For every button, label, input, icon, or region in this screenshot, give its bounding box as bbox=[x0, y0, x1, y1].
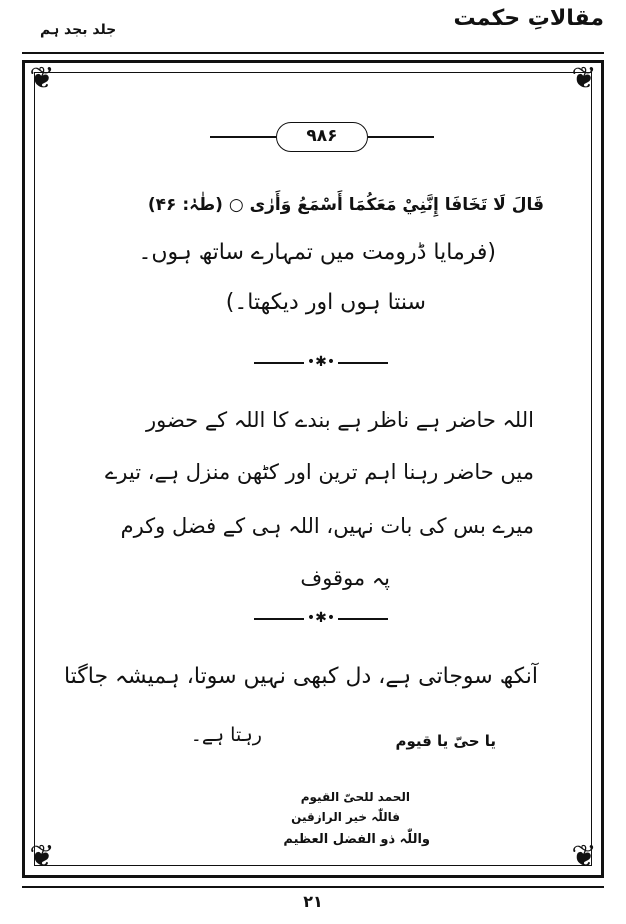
corner-ornament-icon: ❦ bbox=[571, 61, 597, 96]
saying-line-1: آنکھ سوجاتی ہے، دل کبھی نہیں سوتا، ہمیشہ جاگتا bbox=[63, 664, 538, 689]
corner-ornament-icon: ❦ bbox=[29, 839, 55, 874]
star-ornament-icon: •✱• bbox=[306, 610, 336, 626]
quran-verse: قَالَ لَا تَخَافَا إِنَّنِيْ مَعَكُمَا أَسْمَعُ وَأَرٰى ○ (طٰہٰ: ۴۶) bbox=[147, 195, 544, 215]
book-title: مقالاتِ حکمت bbox=[453, 6, 604, 31]
body-line-2: میں حاضر رہنا اہم ترین اور کٹھن منزل ہے، تیرے bbox=[104, 460, 534, 484]
badge-rule-right bbox=[368, 136, 434, 138]
invocation: یا حیّ یا قیوم bbox=[395, 732, 496, 750]
page-number: ۲۱ bbox=[303, 892, 323, 911]
dua-line-1: الحمد للحیّ القیوم bbox=[300, 790, 410, 804]
body-line-4: پہ موقوف bbox=[300, 566, 390, 590]
corner-ornament-icon: ❦ bbox=[571, 839, 597, 874]
section-divider bbox=[254, 612, 388, 626]
body-line-1: اللہ حاضر ہے ناظر ہے بندے کا اللہ کے حضور bbox=[145, 408, 534, 432]
dua-line-3: واللّٰہ ذو الفضل العظیم bbox=[283, 832, 430, 847]
translation-line-1: (فرمایا ڈرومت میں تمہارے ساتھ ہوں۔ bbox=[138, 240, 496, 265]
footer-rule bbox=[22, 886, 604, 888]
dua-line-2: فاللّٰہ خیر الرازقین bbox=[291, 810, 400, 824]
corner-ornament-icon: ❦ bbox=[29, 61, 55, 96]
badge-rule-left bbox=[210, 136, 276, 138]
volume-label: جلد بجد ہم bbox=[40, 22, 117, 38]
body-line-3: میرے بس کی بات نہیں، اللہ ہی کے فضل وکرم bbox=[120, 514, 534, 538]
entry-number-badge: ۹۸۶ bbox=[276, 122, 368, 152]
header-rule bbox=[22, 52, 604, 54]
translation-line-2: سنتا ہوں اور دیکھتا۔) bbox=[225, 290, 426, 315]
star-ornament-icon: •✱• bbox=[306, 354, 336, 370]
section-divider bbox=[254, 356, 388, 370]
saying-line-2: رہتا ہے۔ bbox=[190, 724, 262, 746]
